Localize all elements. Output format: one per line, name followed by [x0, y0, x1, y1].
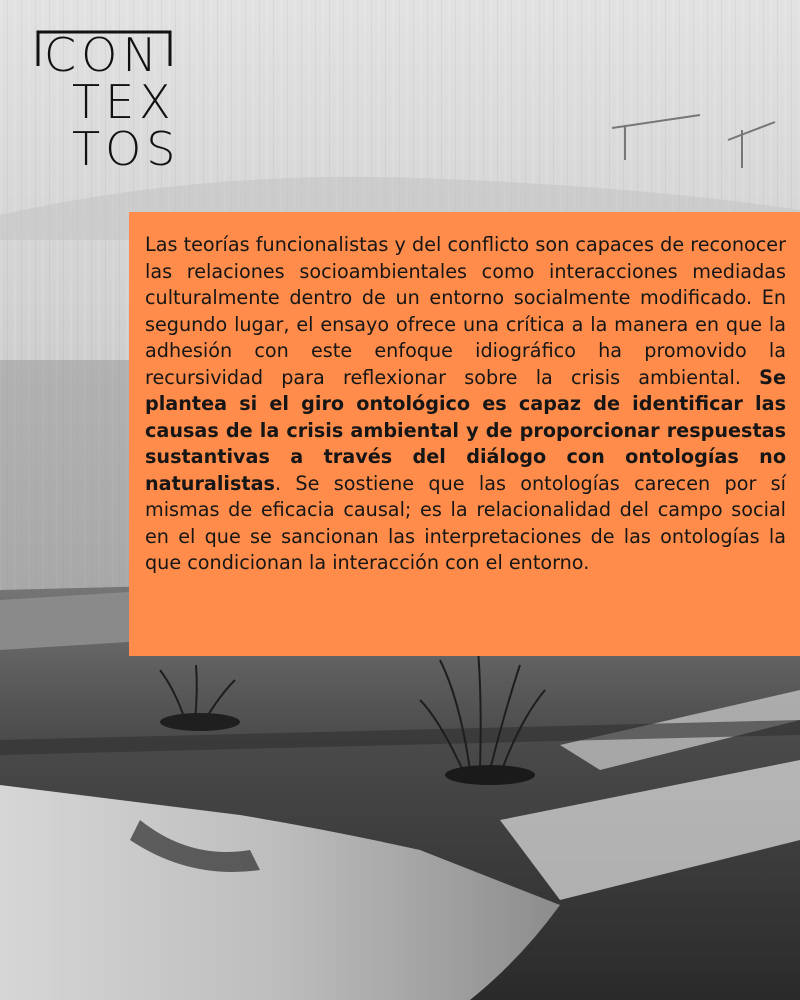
logo-row-1: CON	[44, 28, 162, 82]
body-text-highlight: Se plantea si el giro ontológico es capaz de identificar las causas de la crisis ambiental y de proporcionar respuestas sustantivas a través del diálogo con ontologías no naturalistas	[145, 365, 786, 495]
text-box	[129, 212, 800, 656]
body-text-conclusion: . Se sostiene que las ontologías carecen por sí mismas de eficacia causal; es la relacionalidad del campo social en el que se sancionan las interpretaciones de las ontologías la que condicionan la interacción con el entorno.	[145, 471, 786, 574]
logo-row-3: TOS	[72, 122, 181, 176]
body-text-intro: Las teorías funcionalistas y del conflicto son capaces de reconocer las relaciones socioambientales como interacciones mediadas culturalmente dentro de un entorno socialmente modificado. En segundo lugar, el ensayo ofrece una crítica a la manera en que la adhesión con este enfoque idiográfico ha promovido la recursividad para reflexionar sobre la crisis ambiental.	[145, 233, 786, 389]
body-paragraph	[145, 232, 786, 577]
logo-row-2: TEX	[72, 75, 176, 129]
contextos-logo	[36, 28, 181, 176]
